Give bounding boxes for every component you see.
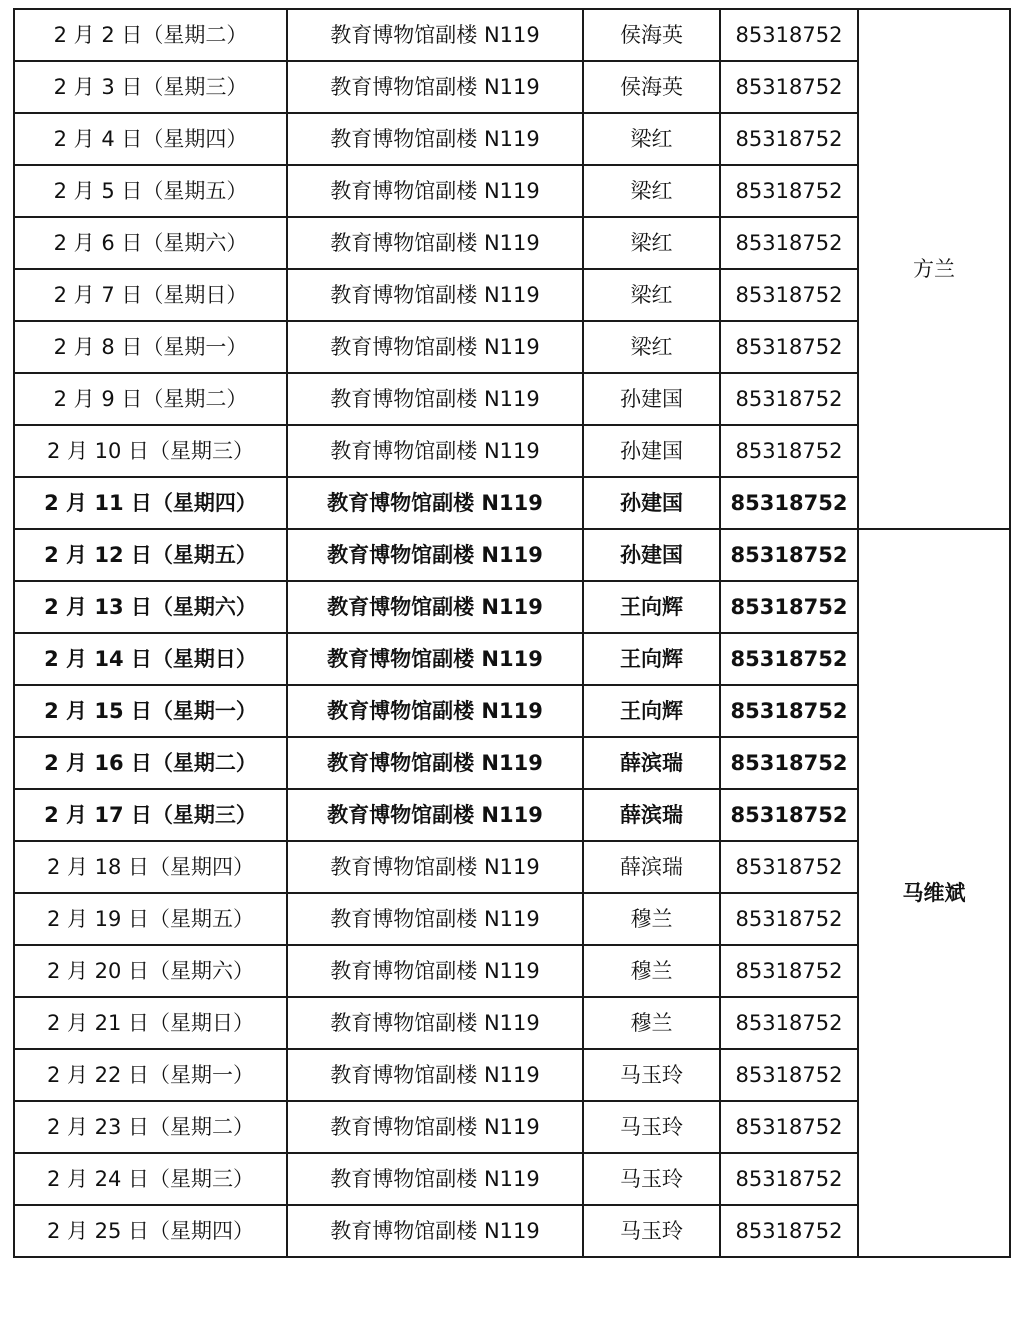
date-cell: 2 月 24 日（星期三） [14,1153,287,1205]
location-cell: 教育博物馆副楼 N119 [287,425,583,477]
location-cell: 教育博物馆副楼 N119 [287,1101,583,1153]
duty-person-cell: 薛滨瑞 [583,737,720,789]
date-cell: 2 月 4 日（星期四） [14,113,287,165]
location-cell: 教育博物馆副楼 N119 [287,217,583,269]
table-row [14,529,1010,581]
duty-person-cell: 孙建国 [583,425,720,477]
date-cell: 2 月 6 日（星期六） [14,217,287,269]
date-cell: 2 月 18 日（星期四） [14,841,287,893]
phone-cell: 85318752 [720,529,858,581]
table-row [14,9,1010,61]
duty-person-cell: 薛滨瑞 [583,789,720,841]
location-cell: 教育博物馆副楼 N119 [287,789,583,841]
location-cell: 教育博物馆副楼 N119 [287,113,583,165]
phone-cell: 85318752 [720,737,858,789]
date-cell: 2 月 21 日（星期日） [14,997,287,1049]
date-cell: 2 月 15 日（星期一） [14,685,287,737]
date-cell: 2 月 14 日（星期日） [14,633,287,685]
location-cell: 教育博物馆副楼 N119 [287,9,583,61]
phone-cell: 85318752 [720,269,858,321]
duty-person-cell: 王向辉 [583,581,720,633]
duty-person-cell: 薛滨瑞 [583,841,720,893]
duty-person-cell: 孙建国 [583,529,720,581]
duty-person-cell: 穆兰 [583,997,720,1049]
date-cell: 2 月 7 日（星期日） [14,269,287,321]
date-cell: 2 月 10 日（星期三） [14,425,287,477]
duty-schedule-body [14,9,1010,1257]
phone-cell: 85318752 [720,477,858,529]
location-cell: 教育博物馆副楼 N119 [287,737,583,789]
phone-cell: 85318752 [720,9,858,61]
duty-person-cell: 王向辉 [583,685,720,737]
date-cell: 2 月 20 日（星期六） [14,945,287,997]
duty-person-cell: 马玉玲 [583,1049,720,1101]
date-cell: 2 月 9 日（星期二） [14,373,287,425]
date-cell: 2 月 23 日（星期二） [14,1101,287,1153]
location-cell: 教育博物馆副楼 N119 [287,165,583,217]
location-cell: 教育博物馆副楼 N119 [287,321,583,373]
supervisor-cell: 方兰 [858,9,1010,529]
duty-person-cell: 马玉玲 [583,1153,720,1205]
phone-cell: 85318752 [720,217,858,269]
phone-cell: 85318752 [720,321,858,373]
phone-cell: 85318752 [720,997,858,1049]
date-cell: 2 月 2 日（星期二） [14,9,287,61]
location-cell: 教育博物馆副楼 N119 [287,841,583,893]
date-cell: 2 月 22 日（星期一） [14,1049,287,1101]
location-cell: 教育博物馆副楼 N119 [287,1205,583,1257]
location-cell: 教育博物馆副楼 N119 [287,1049,583,1101]
phone-cell: 85318752 [720,1049,858,1101]
location-cell: 教育博物馆副楼 N119 [287,581,583,633]
duty-person-cell: 孙建国 [583,373,720,425]
date-cell: 2 月 8 日（星期一） [14,321,287,373]
date-cell: 2 月 11 日（星期四） [14,477,287,529]
location-cell: 教育博物馆副楼 N119 [287,685,583,737]
date-cell: 2 月 5 日（星期五） [14,165,287,217]
duty-person-cell: 侯海英 [583,61,720,113]
duty-person-cell: 穆兰 [583,945,720,997]
location-cell: 教育博物馆副楼 N119 [287,529,583,581]
location-cell: 教育博物馆副楼 N119 [287,373,583,425]
date-cell: 2 月 19 日（星期五） [14,893,287,945]
duty-person-cell: 王向辉 [583,633,720,685]
location-cell: 教育博物馆副楼 N119 [287,477,583,529]
location-cell: 教育博物馆副楼 N119 [287,269,583,321]
phone-cell: 85318752 [720,789,858,841]
date-cell: 2 月 12 日（星期五） [14,529,287,581]
phone-cell: 85318752 [720,633,858,685]
phone-cell: 85318752 [720,373,858,425]
phone-cell: 85318752 [720,1101,858,1153]
date-cell: 2 月 3 日（星期三） [14,61,287,113]
date-cell: 2 月 13 日（星期六） [14,581,287,633]
phone-cell: 85318752 [720,61,858,113]
duty-person-cell: 梁红 [583,113,720,165]
phone-cell: 85318752 [720,113,858,165]
duty-person-cell: 孙建国 [583,477,720,529]
duty-person-cell: 梁红 [583,321,720,373]
location-cell: 教育博物馆副楼 N119 [287,633,583,685]
duty-person-cell: 梁红 [583,165,720,217]
phone-cell: 85318752 [720,893,858,945]
supervisor-cell: 马维斌 [858,529,1010,1257]
duty-person-cell: 马玉玲 [583,1101,720,1153]
date-cell: 2 月 16 日（星期二） [14,737,287,789]
location-cell: 教育博物馆副楼 N119 [287,997,583,1049]
date-cell: 2 月 25 日（星期四） [14,1205,287,1257]
phone-cell: 85318752 [720,945,858,997]
phone-cell: 85318752 [720,425,858,477]
duty-schedule-table [13,8,1011,1258]
phone-cell: 85318752 [720,1205,858,1257]
phone-cell: 85318752 [720,1153,858,1205]
duty-person-cell: 侯海英 [583,9,720,61]
duty-person-cell: 穆兰 [583,893,720,945]
phone-cell: 85318752 [720,165,858,217]
phone-cell: 85318752 [720,685,858,737]
duty-person-cell: 梁红 [583,269,720,321]
phone-cell: 85318752 [720,581,858,633]
location-cell: 教育博物馆副楼 N119 [287,1153,583,1205]
location-cell: 教育博物馆副楼 N119 [287,893,583,945]
location-cell: 教育博物馆副楼 N119 [287,945,583,997]
duty-person-cell: 马玉玲 [583,1205,720,1257]
date-cell: 2 月 17 日（星期三） [14,789,287,841]
duty-person-cell: 梁红 [583,217,720,269]
phone-cell: 85318752 [720,841,858,893]
location-cell: 教育博物馆副楼 N119 [287,61,583,113]
